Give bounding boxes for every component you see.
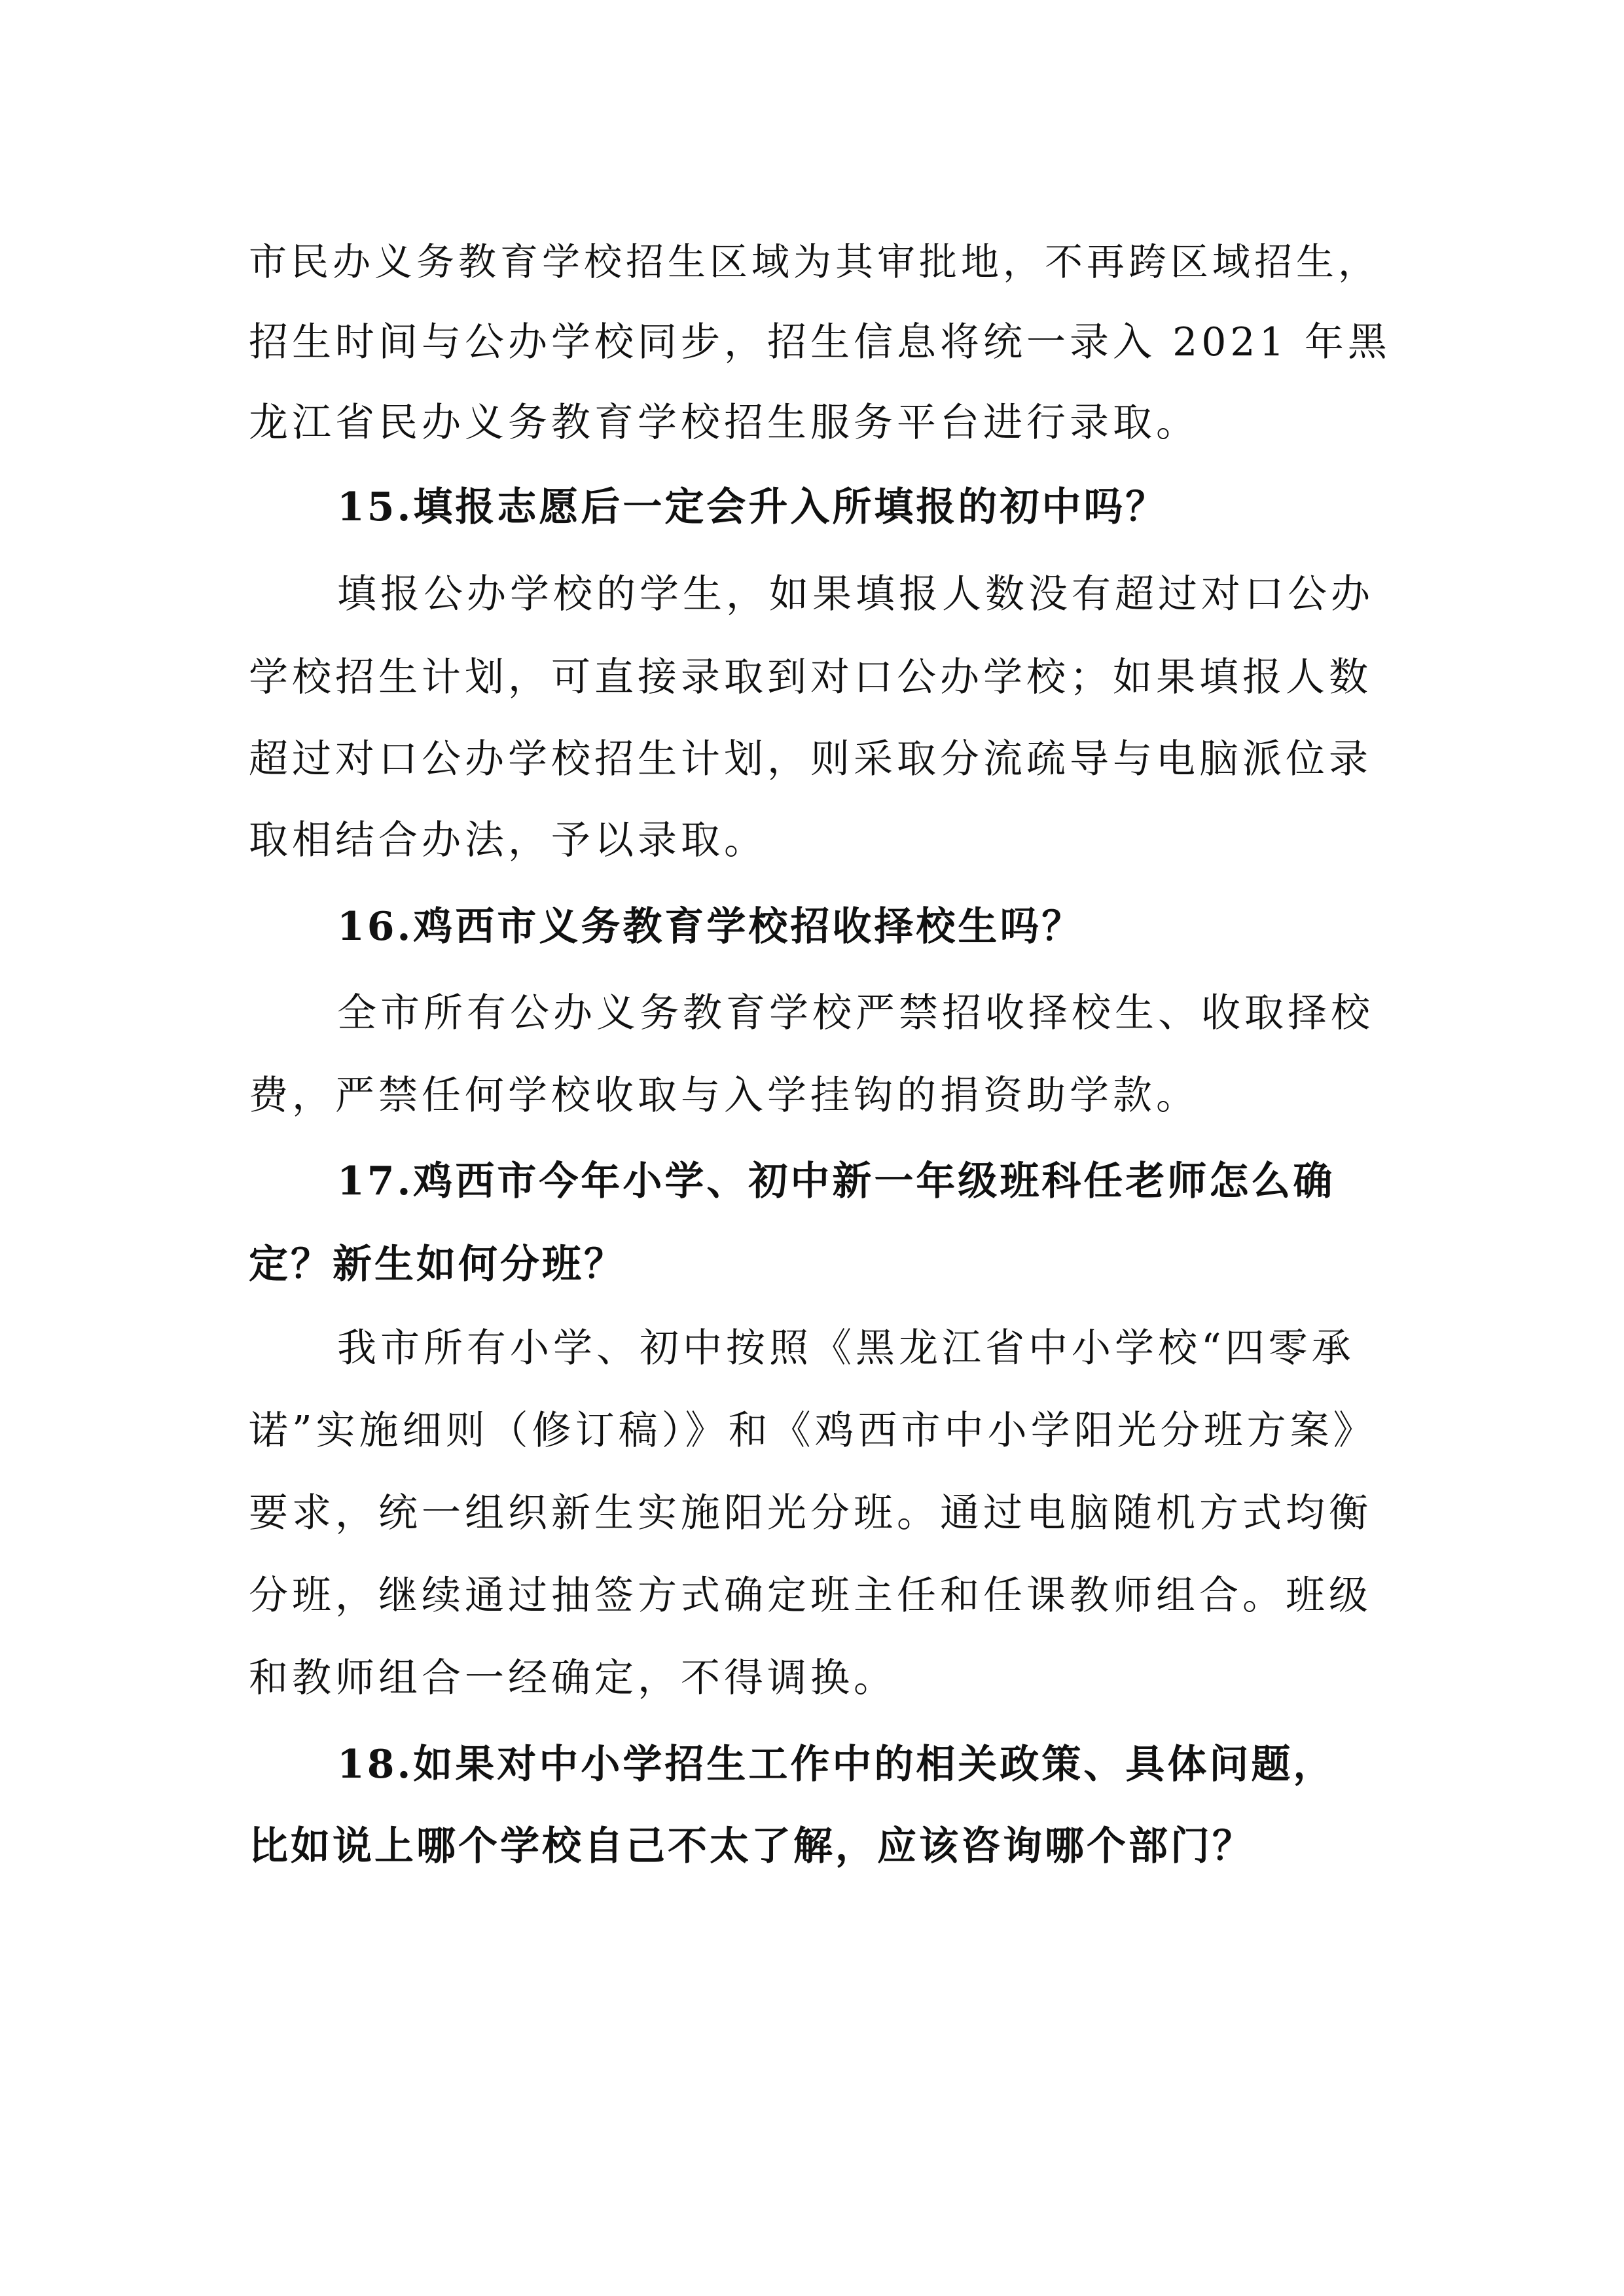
question-17-heading: 定？新生如何分班？ [249, 1242, 626, 1287]
question-18-heading: 比如说上哪个学校自己不太了解，应该咨询哪个部门？ [249, 1823, 1254, 1869]
answer-16-line: 费，严禁任何学校收取与入学挂钩的捐资助学款。 [249, 1073, 1199, 1119]
answer-17-line: 要求，统一组织新生实施阳光分班。通过电脑随机方式均衡 [249, 1490, 1372, 1536]
paragraph-line: 招生时间与公办学校同步，招生信息将统一录入 2021 年黑 [249, 319, 1391, 365]
answer-15-line: 超过对口公办学校招生计划，则采取分流疏导与电脑派位录 [249, 736, 1372, 782]
answer-15-line: 取相结合办法，予以录取。 [249, 817, 767, 863]
answer-17-line: 和教师组合一经确定，不得调换。 [249, 1655, 897, 1701]
question-18-heading: 18.如果对中小学招生工作中的相关政策、具体问题， [337, 1742, 1335, 1787]
paragraph-line: 市民办义务教育学校招生区域为其审批地，不再跨区域招生， [249, 240, 1380, 284]
question-16-heading: 16.鸡西市义务教育学校招收择校生吗？ [337, 904, 1084, 950]
answer-15-line: 学校招生计划，可直接录取到对口公办学校；如果填报人数 [249, 655, 1372, 700]
answer-17-line: 诺”实施细则（修订稿）》和《鸡西市中小学阳光分班方案》 [249, 1408, 1377, 1454]
answer-17-line: 我市所有小学、初中按照《黑龙江省中小学校“四零承 [337, 1325, 1355, 1371]
question-17-heading: 17.鸡西市今年小学、初中新一年级班科任老师怎么确 [337, 1158, 1335, 1204]
answer-16-line: 全市所有公办义务教育学校严禁招收择校生、收取择校 [337, 990, 1374, 1036]
answer-15-line: 填报公办学校的学生，如果填报人数没有超过对口公办 [337, 571, 1374, 617]
paragraph-line: 龙江省民办义务教育学校招生服务平台进行录取。 [249, 400, 1199, 446]
question-15-heading: 15.填报志愿后一定会升入所填报的初中吗？ [337, 484, 1168, 530]
answer-17-line: 分班，继续通过抽签方式确定班主任和任课教师组合。班级 [249, 1573, 1372, 1619]
